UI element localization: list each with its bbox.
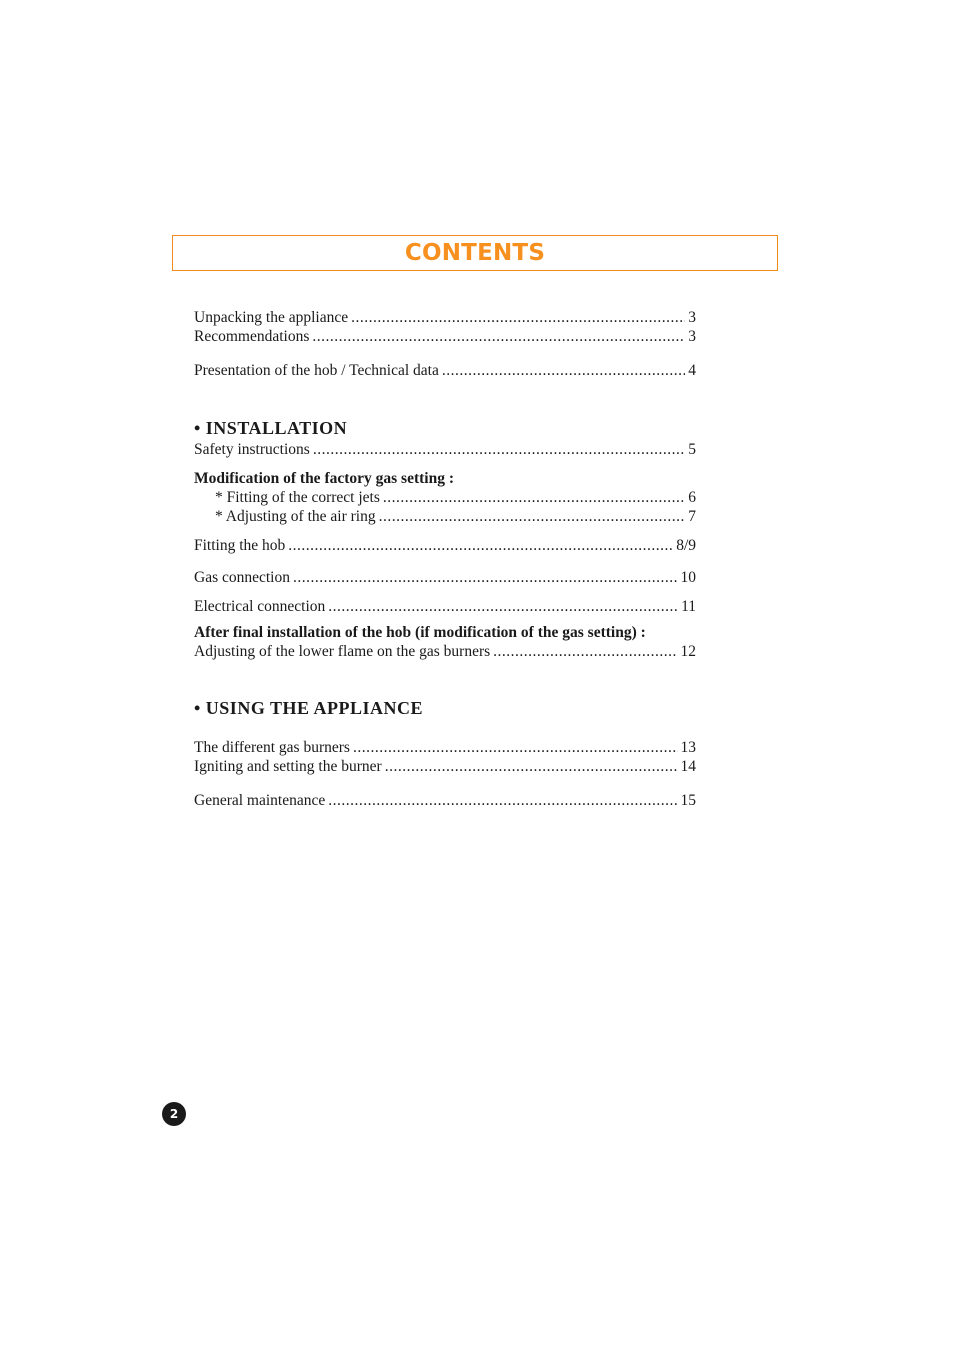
dot-leader bbox=[293, 568, 678, 587]
toc-entry-maintenance bbox=[194, 791, 696, 810]
toc-entry-page: 7 bbox=[688, 508, 696, 525]
toc-entry-label: Gas connection bbox=[194, 569, 290, 586]
toc-entry-label: Safety instructions bbox=[194, 441, 310, 458]
toc-entry-page: 6 bbox=[688, 489, 696, 506]
toc-entry-page: 15 bbox=[680, 792, 696, 809]
toc-entry-label: Igniting and setting the burner bbox=[194, 758, 382, 775]
toc-entry-fitting bbox=[194, 536, 696, 555]
dot-leader bbox=[351, 308, 685, 327]
subheading-modification: Modification of the factory gas setting : bbox=[194, 470, 455, 487]
toc-entry-label: General maintenance bbox=[194, 792, 326, 809]
dot-leader bbox=[493, 642, 677, 661]
toc-entry-page: 11 bbox=[681, 598, 696, 615]
toc-entry-page: 14 bbox=[680, 758, 696, 775]
dot-leader bbox=[383, 488, 685, 507]
dot-leader bbox=[288, 536, 673, 555]
toc-entry-label: The different gas burners bbox=[194, 739, 350, 756]
toc-entry-jets bbox=[215, 488, 696, 507]
toc-entry-page: 3 bbox=[688, 309, 696, 326]
section-heading-using: • USING THE APPLIANCE bbox=[194, 698, 424, 718]
dot-leader bbox=[328, 791, 677, 810]
dot-leader bbox=[353, 738, 678, 757]
toc-entry-recommendations bbox=[194, 327, 696, 346]
contents-title-box bbox=[172, 235, 778, 271]
toc-entry-page: 4 bbox=[688, 362, 696, 379]
toc-entry-unpacking bbox=[194, 308, 696, 327]
toc-entry-label: Unpacking the appliance bbox=[194, 309, 349, 326]
dot-leader bbox=[312, 327, 685, 346]
dot-leader bbox=[385, 757, 678, 776]
toc-entry-air-ring bbox=[215, 507, 696, 526]
page-title: CONTENTS bbox=[404, 240, 546, 266]
toc-entry-igniting bbox=[194, 757, 696, 776]
toc-entry-page: 12 bbox=[680, 643, 696, 660]
toc-entry-page: 3 bbox=[688, 328, 696, 345]
toc-entry-page: 5 bbox=[688, 441, 696, 458]
dot-leader bbox=[442, 361, 685, 380]
toc-entry-label: Fitting the hob bbox=[194, 537, 286, 554]
dot-leader bbox=[328, 597, 678, 616]
toc-entry-label: Recommendations bbox=[194, 328, 310, 345]
toc-entry-label: Electrical connection bbox=[194, 598, 326, 615]
section-heading-installation: • INSTALLATION bbox=[194, 418, 348, 438]
toc-entry-gas bbox=[194, 568, 696, 587]
toc-entry-page: 10 bbox=[680, 569, 696, 586]
toc-entry-safety bbox=[194, 440, 696, 459]
toc-entry-label: * Fitting of the correct jets bbox=[215, 489, 380, 506]
toc-entry-page: 13 bbox=[680, 739, 696, 756]
subheading-after-installation: After final installation of the hob (if modification of the gas setting) : bbox=[194, 624, 646, 641]
toc-entry-label: Presentation of the hob / Technical data bbox=[194, 362, 439, 379]
page-number-badge bbox=[162, 1102, 186, 1126]
toc-entry-presentation bbox=[194, 361, 696, 380]
page-number: 2 bbox=[169, 1107, 179, 1121]
toc-entry-burners bbox=[194, 738, 696, 757]
dot-leader bbox=[313, 440, 685, 459]
toc-entry-label: * Adjusting of the air ring bbox=[215, 508, 376, 525]
dot-leader bbox=[379, 507, 686, 526]
toc-entry-lower-flame bbox=[194, 642, 696, 661]
toc-entry-page: 8/9 bbox=[676, 537, 696, 554]
toc-entry-electrical bbox=[194, 597, 696, 616]
toc-entry-label: Adjusting of the lower flame on the gas burners bbox=[194, 643, 491, 660]
